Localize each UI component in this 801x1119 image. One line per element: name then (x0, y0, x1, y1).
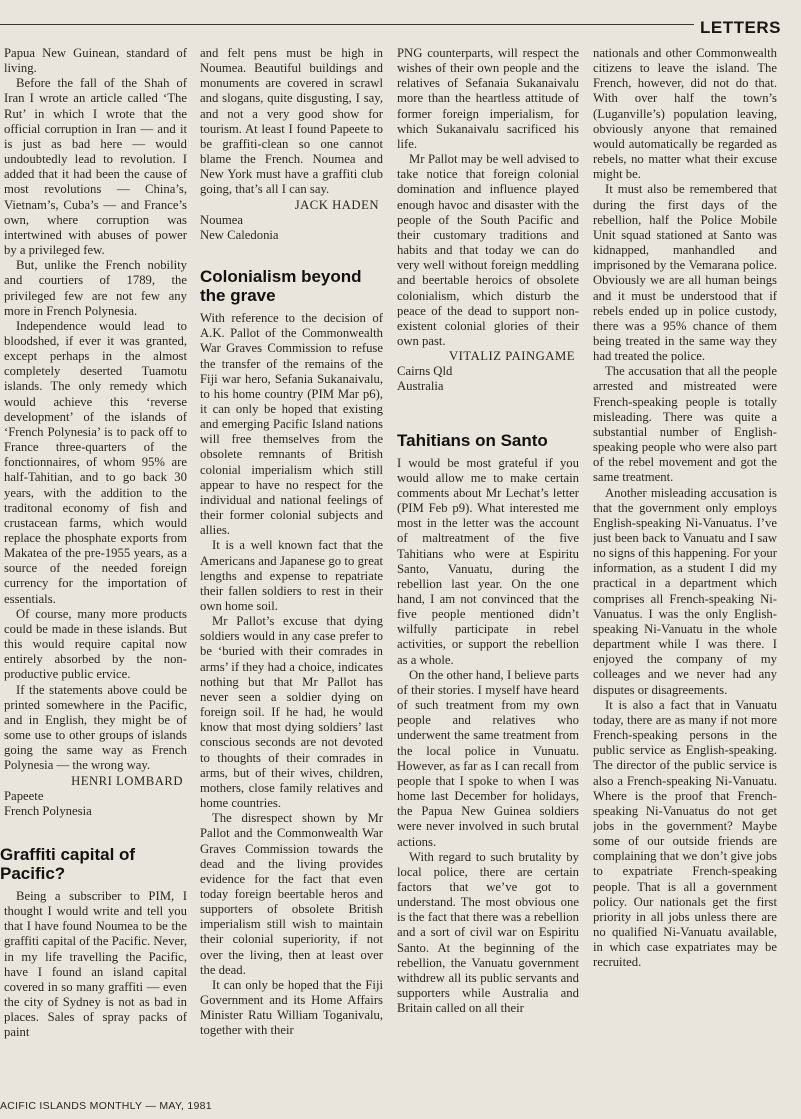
letter-paragraph: Papua New Guinean, standard of living. (4, 46, 187, 76)
letter-paragraph: It is also a fact that in Vanuatu today, there are as many if not more French-speaking persons in the public service as English-speaking. The director of the public service is also a French-speaking Ni-Vanuatu. Where is the proof that French-speaking Ni-Vanuatus do not get jobs in the government? Maybe some of our outside friends are complaining that we don’t give jobs to expatriate French-speaking people. That is all a government policy. Our nationals get the first priority in all jobs unless there are no qualified Ni-Vanuatu available, in which case expatriates may be recruited. (593, 697, 777, 970)
letter-paragraph: nationals and other Commonwealth citizens to leave the island. The French, however, did not do that. With over half the town’s (Luganville’s) population leaving, obviously anyone that remained would automatically be regarded as rebels, no matter what their excuse might be. (593, 46, 777, 182)
letter-paragraph: With regard to such brutality by local police, there are certain factors that we’ve got to understand. The most obvious one is the fact that there was a rebellion and a sort of civil war on Espiritu Santo. At the beginning of the rebellion, the Vanuatu government withdrew all its public servants and supporters while Australia and Britain called on all their (397, 849, 579, 1016)
section-title: LETTERS (700, 18, 781, 37)
header-rule (0, 24, 694, 25)
letter-heading: Tahitians on Santo (397, 430, 548, 450)
author-signature: HENRI LOMBARD (71, 773, 183, 788)
author-location: Australia (397, 379, 444, 394)
letter-paragraph: Mr Pallot may be well advised to take notice that foreign colonial domination and influence played enough havoc and disaster with the people of the South Pacific and their customary traditions and habits and that today we can do very well without foreign meddling and beertable heroics of obsolete colonialism, which disturb the peace of the dead to support non-existent colonial glories of their own past. (397, 152, 579, 348)
column-1 (0, 46, 187, 1086)
author-location: French Polynesia (4, 803, 92, 818)
letter-paragraph: Independence would lead to bloodshed, if ever it was granted, except perhaps in the almost completely deserted Tuamotu islands. The only remedy which would achieve this ‘reverse development’ of the islands of ‘French Polynesia’ is to pack off to France three-quarters of the fonctionnaires, of whom 95% are half-Tahitian, and to go back 30 years, with the addition to the traditonal economy of fish and crustacean farms, which would replace the phosphate exports from Makatea of the pre-1955 years, as a source of the needed foreign currency for the importation of essentials. (4, 318, 187, 606)
letter-paragraph: and felt pens must be high in Noumea. Beautiful buildings and monuments are covered in scrawl and slogans, quite disgusting, I say, and not a very good show for tourism. At least I found Papeete to be graffiti-clean so one cannot blame the French. Noumea and New York must have a graffiti club going, that’s all I can say. (200, 46, 383, 197)
letter-paragraph: The accusation that all the people arrested and mistreated were French-speaking people is totally misleading. There was quite a substantial number of English-speaking people who were also part of the rebel movement and got the same treatment. (593, 364, 777, 485)
letter-paragraph: It can only be hoped that the Fiji Government and its Home Affairs Minister Ratu William Toganivalu, together with their (200, 977, 383, 1038)
letter-paragraph: Being a subscriber to PIM, I thought I would write and tell you that I have found Noumea to be the graffiti capital of the Pacific. Never, in my life travelling the Pacific, have I found an island capital covered in so many graffiti — even the city of Sydney is not as bad in places. Sales of spray packs of paint (4, 888, 187, 1040)
letter-paragraph: PNG counterparts, will respect the wishes of their own people and the relatives of Sefanaia Sukanaivalu more than the heartless attitude of former foreign imperialism, for which Sukanaivalu sacrificed his life. (397, 46, 579, 151)
letter-paragraph: It is a well known fact that the Americans and Japanese go to great lengths and expense to repatriate their fallen soldiers to rest in their own home soil. (200, 538, 383, 613)
letter-paragraph: But, unlike the French nobility and courtiers of 1789, the privileged few are not few any more in French Polynesia. (4, 258, 187, 318)
author-location: Noumea (200, 212, 243, 227)
letter-paragraph: Another misleading accusation is that the government only employs English-speaking Ni-Vanuatus. I’ve just been back to Vanuatu and I saw no signs of this happening. For your information, as a student I did my practical in a department which comprises all French-speaking Ni-Vanuatus. I was the only English-speaking Ni-Vanuatu in the whole department while I was there. I enjoyed the company of my colleages and we never had any disputes or disagreements. (593, 485, 777, 697)
author-location: Papeete (4, 788, 44, 803)
letter-heading: Colonialism beyond the grave (200, 267, 362, 306)
letter-paragraph: It must also be remembered that during the first days of the rebellion, half the Police Mobile Unit squad stationed at Santo was kidnapped, manhandled and imprisoned by the Vemarana police. Obviously we are all human beings and it must be understood that if rebels ended up in police custody, there was a 95% chance of them being treated in the same way they had treated the police. (593, 182, 777, 364)
letter-paragraph: With reference to the decision of A.K. Pallot of the Commonwealth War Graves Commission to refuse the transfer of the remains of the Fiji war hero, Sefania Sukanaivalu, to his home country (PIM Mar p6), it can only be hoped that existing and emerging Pacific Island nations will free themselves from the obsolete remnants of British colonial imperialism which still appear to have no respect for the individual and national feelings of their former colonial subjects and allies. (200, 311, 383, 538)
letter-paragraph: The disrespect shown by Mr Pallot and the Commonwealth War Graves Commission towards the dead and the living provides evidence for the fact that even today foreign beertable heros and supporters of obsolete British imperialism still wish to maintain their colonial superiority, if not over the living, then at least over the dead. (200, 811, 383, 977)
letter-heading: Graffiti capital of Pacific? (0, 844, 136, 883)
letter-paragraph: If the statements above could be printed somewhere in the Pacific, and in English, they might be of some use to other groups of islands going the same way as French Polynesia — the wrong way. (4, 682, 187, 773)
column-3 (397, 46, 579, 1086)
page-footer: ACIFIC ISLANDS MONTHLY — MAY, 1981 (0, 1100, 212, 1112)
author-signature: JACK HADEN (294, 197, 379, 212)
article-columns (0, 46, 801, 1086)
column-4 (593, 46, 777, 1086)
author-signature: VITALIZ PAINGAME (449, 349, 575, 364)
letter-paragraph: Mr Pallot’s excuse that dying soldiers would in any case prefer to be ‘buried with their comrades in arms’ if they had a choice, indicates nothing but that Mr Pallot has never seen a soldier dying on foreign soil. If he had, he would know that most dying soldiers’ last conscious seconds are not devoted to thoughts of their comrades in arms, but of their wives, children, mothers, close family relatives and home countries. (200, 614, 383, 811)
letter-paragraph: Before the fall of the Shah of Iran I wrote an article called ‘The Rut’ in which I wrote that the official corruption in Iran — and it is just as bad here — would undoubtedly lead to revolution. I added that it had been the cause of most revolutions — China’s, Vietnam’s, Cuba’s — and France’s own, where corruption was intertwined with abuses of power by a privileged few. (4, 76, 187, 258)
author-location: Cairns Qld (397, 364, 453, 379)
letter-paragraph: I would be most grateful if you would allow me to make certain comments about Mr Lechat’s letter (PIM Feb p9). What interested me most in the letter was the account of maltreatment of the five Tahitians who were at Espiritu Santo, Vanuatu, during the rebellion last year. On the one hand, I am not convinced that the five people mentioned didn’t wilfully participate in rebel activities, or support the rebellion as a whole. (397, 455, 579, 667)
letter-paragraph: Of course, many more products could be made in these islands. But this would require capital now entirely absorbed by the non-productive public ervice. (4, 606, 187, 682)
letter-paragraph: On the other hand, I believe parts of their stories. I myself have heard of such treatment from my own people and relatives who underwent the same treatment from the local police in Vunuatu. However, as far as I can recall from people that I spoke to when I was home last December for holidays, the Papua New Guinea soldiers were never involved in such brutal actions. (397, 667, 579, 849)
author-location: New Caledonia (200, 227, 279, 242)
column-2 (200, 46, 383, 1086)
